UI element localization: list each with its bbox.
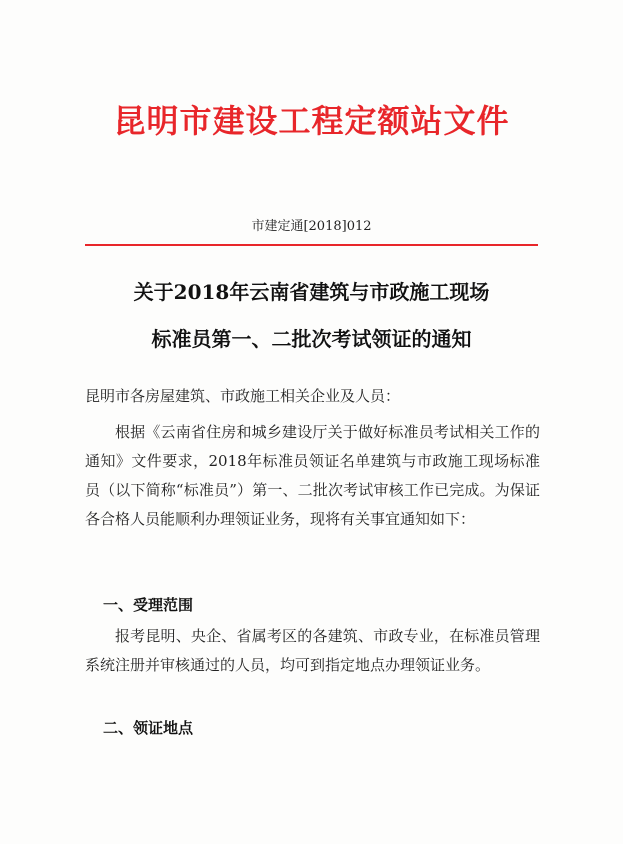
- body-paragraph-2: 报考昆明、央企、省属考区的各建筑、市政专业，在标准员管理系统注册并审核通过的人员，均可到指定地点办理领证业务。: [85, 627, 540, 674]
- section-heading-1: 一、受理范围: [103, 596, 194, 614]
- notice-title-line-1: 关于2018年云南省建筑与市政施工现场: [133, 280, 490, 304]
- section-heading-2: 二、领证地点: [103, 719, 194, 737]
- body-paragraph-1: 根据《云南省住房和城乡建设厅关于做好标准员考试相关工作的通知》文件要求，2018年标准员领证名单建筑与市政施工现场标准员（以下简称“标准员”）第一、二批次考试审核工作已完成。为保证各合格人员能顺利办理领证业务，现将有关事宜通知如下：: [85, 423, 540, 528]
- notice-title-line-2: 标准员第一、二批次考试领证的通知: [151, 327, 472, 351]
- letterhead-title: 昆明市建设工程定额站文件: [113, 102, 510, 140]
- red-divider-line: [85, 244, 538, 246]
- document-number: 市建定通[2018]012: [251, 219, 372, 234]
- salutation: 昆明市各房屋建筑、市政施工相关企业及人员：: [85, 387, 401, 405]
